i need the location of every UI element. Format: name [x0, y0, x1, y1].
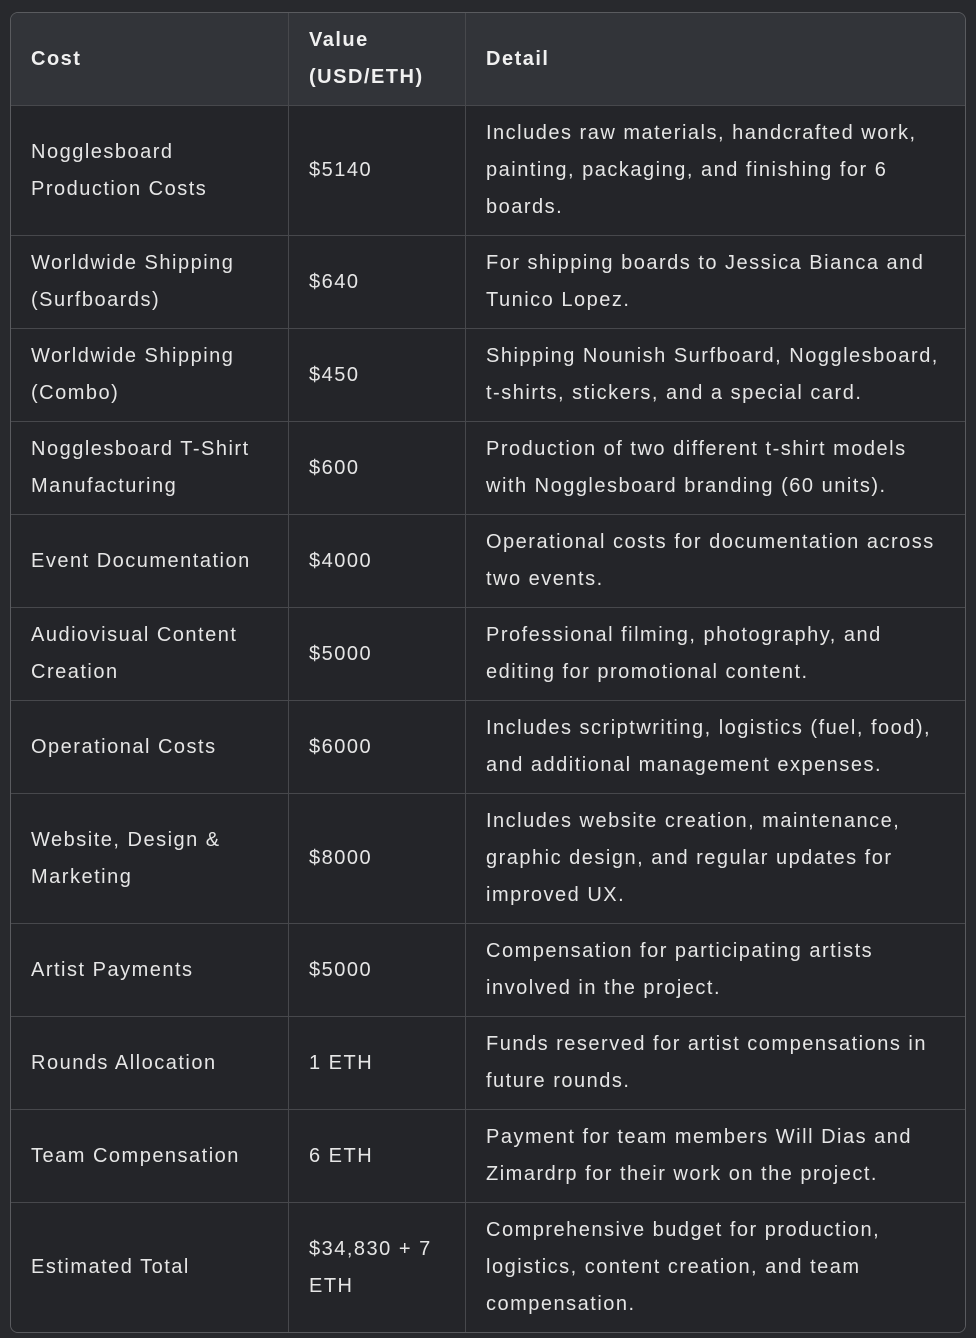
table-row — [11, 422, 965, 515]
table-row — [11, 515, 965, 608]
detail-cell: Payment for team members Will Dias and Zimardrp for their work on the project. — [466, 1110, 965, 1203]
value-cell: $5000 — [289, 608, 466, 701]
cost-cell: Worldwide Shipping (Surfboards) — [11, 236, 289, 329]
table-body — [11, 106, 965, 1332]
value-cell: $450 — [289, 329, 466, 422]
cost-cell: Event Documentation — [11, 515, 289, 608]
value-cell: $8000 — [289, 794, 466, 924]
table-header — [11, 13, 965, 106]
detail-cell: Shipping Nounish Surfboard, Nogglesboard, t-shirts, stickers, and a special card. — [466, 329, 965, 422]
cost-cell: Estimated Total — [11, 1203, 289, 1332]
detail-cell: Production of two different t-shirt models with Nogglesboard branding (60 units). — [466, 422, 965, 515]
table-row — [11, 1017, 965, 1110]
table-row — [11, 924, 965, 1017]
value-cell: 1 ETH — [289, 1017, 466, 1110]
value-cell: $5000 — [289, 924, 466, 1017]
column-header-detail: Detail — [466, 13, 965, 106]
detail-cell: Includes website creation, maintenance, graphic design, and regular updates for improved UX. — [466, 794, 965, 924]
value-cell: $640 — [289, 236, 466, 329]
cost-cell: Nogglesboard T-Shirt Manufacturing — [11, 422, 289, 515]
value-cell: 6 ETH — [289, 1110, 466, 1203]
table-row — [11, 1110, 965, 1203]
detail-cell: For shipping boards to Jessica Bianca and Tunico Lopez. — [466, 236, 965, 329]
cost-cell: Team Compensation — [11, 1110, 289, 1203]
cost-cell: Rounds Allocation — [11, 1017, 289, 1110]
detail-cell: Includes scriptwriting, logistics (fuel, food), and additional management expenses. — [466, 701, 965, 794]
table-row — [11, 106, 965, 236]
cost-cell: Audiovisual Content Creation — [11, 608, 289, 701]
value-cell: $6000 — [289, 701, 466, 794]
cost-breakdown-table — [11, 13, 965, 1332]
cost-cell: Worldwide Shipping (Combo) — [11, 329, 289, 422]
detail-cell: Professional filming, photography, and editing for promotional content. — [466, 608, 965, 701]
cost-cell: Artist Payments — [11, 924, 289, 1017]
detail-cell: Operational costs for documentation across two events. — [466, 515, 965, 608]
table-row — [11, 608, 965, 701]
value-cell: $600 — [289, 422, 466, 515]
detail-cell: Includes raw materials, handcrafted work, painting, packaging, and finishing for 6 boards. — [466, 106, 965, 236]
cost-cell: Website, Design & Marketing — [11, 794, 289, 924]
value-cell: $5140 — [289, 106, 466, 236]
value-cell: $4000 — [289, 515, 466, 608]
header-row — [11, 13, 965, 106]
detail-cell: Funds reserved for artist compensations in future rounds. — [466, 1017, 965, 1110]
detail-cell: Compensation for participating artists involved in the project. — [466, 924, 965, 1017]
table-row — [11, 236, 965, 329]
value-cell: $34,830 + 7 ETH — [289, 1203, 466, 1332]
detail-cell: Comprehensive budget for production, logistics, content creation, and team compensation. — [466, 1203, 965, 1332]
table-row — [11, 701, 965, 794]
table-row — [11, 329, 965, 422]
column-header-value: Value (USD/ETH) — [289, 13, 466, 106]
column-header-cost: Cost — [11, 13, 289, 106]
table-row — [11, 1203, 965, 1332]
cost-table-container — [10, 12, 966, 1333]
cost-cell: Nogglesboard Production Costs — [11, 106, 289, 236]
cost-cell: Operational Costs — [11, 701, 289, 794]
table-row — [11, 794, 965, 924]
